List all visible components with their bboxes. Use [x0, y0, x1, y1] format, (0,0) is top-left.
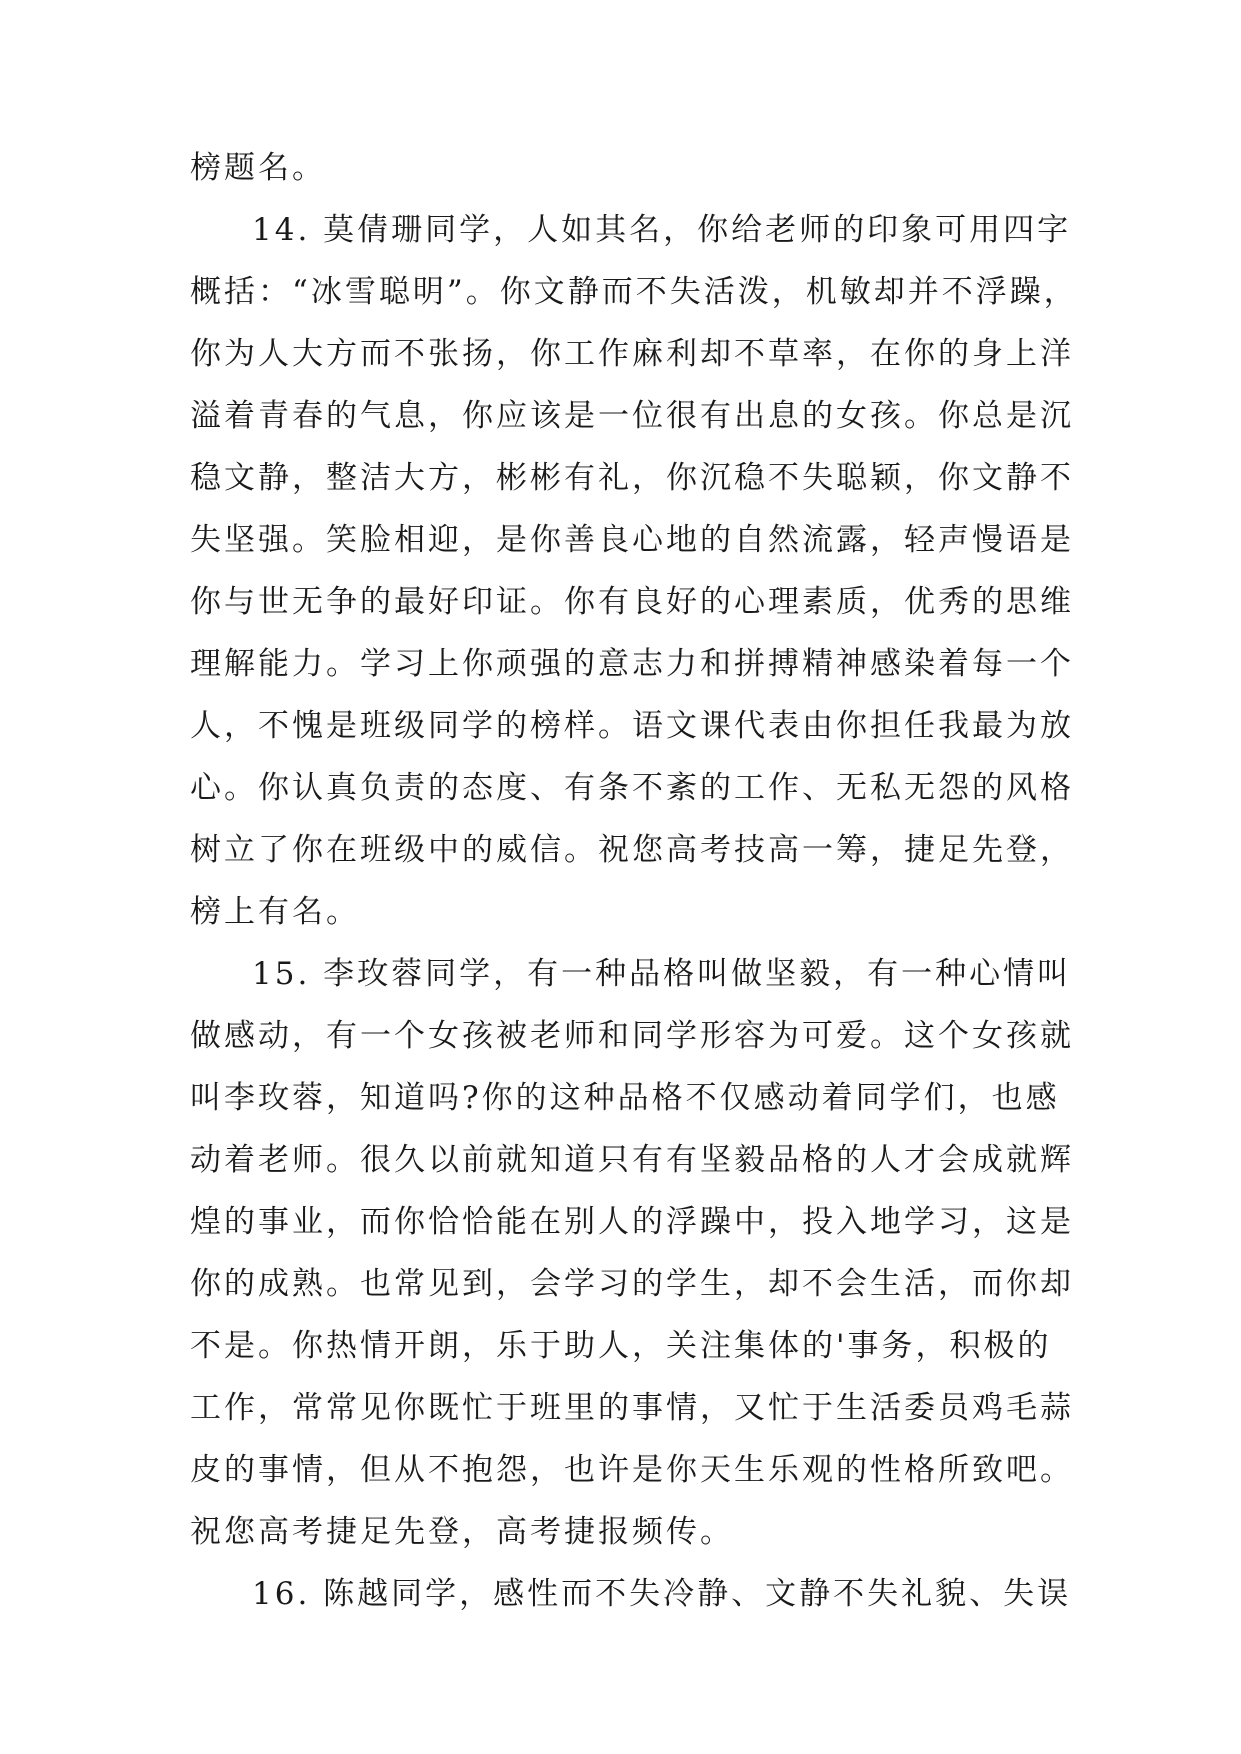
text-line: 工作，常常见你既忙于班里的事情，又忙于生活委员鸡毛蒜: [190, 1390, 1074, 1426]
text-line: 树立了你在班级中的威信。祝您高考技高一筹，捷足先登，: [190, 832, 1074, 868]
text-line: 理解能力。学习上你顽强的意志力和拼搏精神感染着每一个: [190, 646, 1074, 682]
text-line: 做感动，有一个女孩被老师和同学形容为可爱。这个女孩就: [190, 1018, 1074, 1054]
text-line: 动着老师。很久以前就知道只有有坚毅品格的人才会成就辉: [190, 1142, 1074, 1178]
text-line: 榜上有名。: [190, 894, 360, 930]
text-line: 稳文静，整洁大方，彬彬有礼，你沉稳不失聪颖，你文静不: [190, 460, 1074, 496]
paragraph-16-start: 16. 陈越同学，感性而不失冷静、文静不失礼貌、失误: [252, 1576, 1072, 1612]
text-line: 你的成熟。也常见到，会学习的学生，却不会生活，而你却: [190, 1266, 1074, 1302]
text-line: 叫李玫蓉，知道吗?你的这种品格不仅感动着同学们，也感: [190, 1080, 1060, 1116]
text-line: 溢着青春的气息，你应该是一位很有出息的女孩。你总是沉: [190, 398, 1074, 434]
text-line: 煌的事业，而你恰恰能在别人的浮躁中，投入地学习，这是: [190, 1204, 1074, 1240]
paragraph-15-start: 15. 李玫蓉同学，有一种品格叫做坚毅，有一种心情叫: [252, 956, 1072, 992]
text-line: 祝您高考捷足先登，高考捷报频传。: [190, 1514, 734, 1550]
text-line: 人，不愧是班级同学的榜样。语文课代表由你担任我最为放: [190, 708, 1074, 744]
paragraph-14-start: 14. 莫倩珊同学，人如其名，你给老师的印象可用四字: [252, 212, 1072, 248]
text-line: 皮的事情，但从不抱怨，也许是你天生乐观的性格所致吧。: [190, 1452, 1074, 1488]
text-line: 榜题名。: [190, 150, 326, 186]
text-line: 你与世无争的最好印证。你有良好的心理素质，优秀的思维: [190, 584, 1074, 620]
text-line: 不是。你热情开朗，乐于助人，关注集体的'事务，积极的: [190, 1328, 1052, 1364]
text-line: 概括：“冰雪聪明”。你文静而不失活泼，机敏却并不浮躁，: [190, 274, 1078, 310]
text-line: 心。你认真负责的态度、有条不紊的工作、无私无怨的风格: [190, 770, 1074, 806]
text-line: 失坚强。笑脸相迎，是你善良心地的自然流露，轻声慢语是: [190, 522, 1074, 558]
text-line: 你为人大方而不张扬，你工作麻利却不草率，在你的身上洋: [190, 336, 1074, 372]
